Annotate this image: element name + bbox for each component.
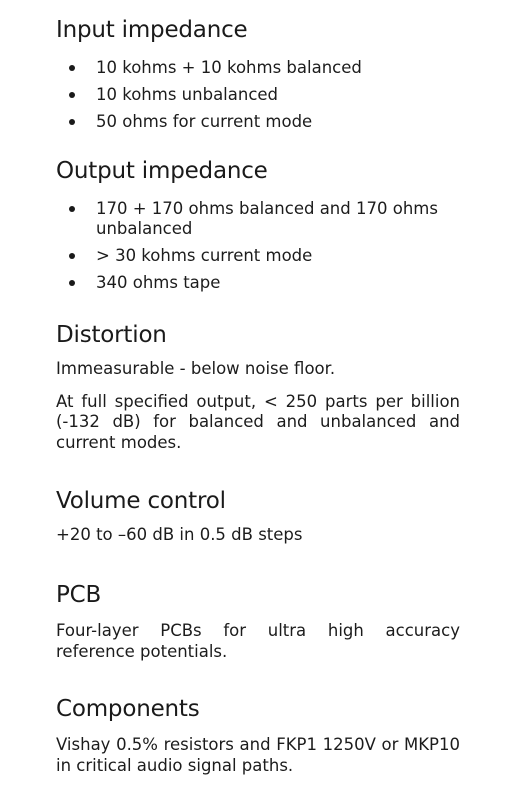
bullet-list [56, 199, 460, 293]
bullet-icon [69, 119, 75, 125]
list-item-text: > 30 kohms current mode [96, 246, 313, 265]
list-item [56, 273, 460, 293]
list-item-text: 50 ohms for current mode [96, 112, 313, 131]
paragraph: At full specified output, < 250 parts per billion (-132 dB) for balanced and unbalanced and current modes. [56, 391, 460, 452]
section-heading: Input impedance [56, 17, 248, 43]
section-volume-control [56, 487, 460, 546]
section-heading: Output impedance [56, 158, 268, 184]
list-item-text: 10 kohms unbalanced [96, 85, 279, 104]
section-distortion [56, 321, 460, 453]
paragraph: Four-layer PCBs for ultra high accuracy reference potentials. [56, 621, 460, 661]
list-item [56, 112, 460, 132]
section-output-impedance [56, 157, 460, 300]
bullet-icon [69, 206, 75, 212]
section-components [56, 695, 460, 776]
list-item [56, 58, 460, 78]
section-heading: PCB [56, 582, 102, 608]
bullet-icon [69, 65, 75, 71]
section-heading: Volume control [56, 488, 226, 514]
bullet-list [56, 58, 460, 132]
paragraph: +20 to –60 dB in 0.5 dB steps [56, 525, 303, 544]
list-item-text: 340 ohms tape [96, 273, 221, 292]
list-item-text: 170 + 170 ohms balanced and 170 ohms unbalanced [96, 199, 438, 238]
paragraph: Vishay 0.5% resistors and FKP1 1250V or MKP10 in critical audio signal paths. [56, 735, 460, 775]
list-item-text: 10 kohms + 10 kohms balanced [96, 58, 362, 77]
section-heading: Distortion [56, 322, 167, 348]
paragraph: Immeasurable - below noise floor. [56, 359, 336, 378]
bullet-icon [69, 280, 75, 286]
list-item [56, 199, 460, 239]
list-item [56, 246, 460, 266]
section-input-impedance [56, 16, 460, 139]
section-pcb [56, 581, 460, 662]
bullet-icon [69, 92, 75, 98]
bullet-icon [69, 253, 75, 259]
list-item [56, 85, 460, 105]
section-heading: Components [56, 696, 200, 722]
